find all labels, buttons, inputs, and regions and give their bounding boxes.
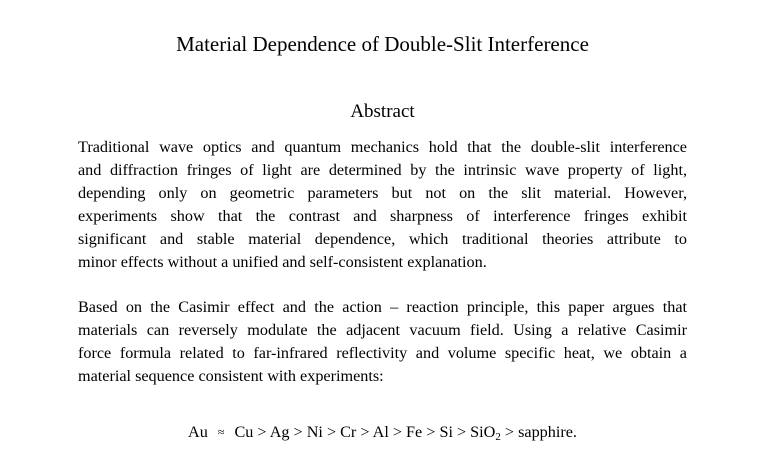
paragraph-line: Based on the Casimir effect and the action – reaction principle, this paper argues that [78, 298, 687, 316]
paragraph-line: depending only on geometric parameters but not on the slit material. However, [78, 184, 687, 203]
paper-title: Material Dependence of Double-Slit Interference [176, 32, 589, 56]
approx-symbol: ≈ [217, 425, 225, 439]
paragraph-line: experiments show that the contrast and sharpness of interference fringes exhibit [78, 207, 687, 226]
abstract-paragraph-1 [78, 136, 687, 275]
paragraph-line: materials can reversely modulate the adjacent vacuum field. Using a relative Casimir [78, 321, 687, 340]
paragraph-line: material sequence consistent with experiments: [78, 367, 384, 386]
paragraph-line: minor effects without a unified and self-consistent explanation. [78, 253, 487, 272]
sequence-middle: Cu > Ag > Ni > Cr > Al > Fe > Si > SiO [234, 423, 496, 441]
paragraph-line: force formula related to far-infrared reflectivity and volume specific heat, we obtain a [78, 344, 687, 363]
paragraph-line: Traditional wave optics and quantum mechanics hold that the double-slit interference [78, 138, 687, 156]
abstract-heading: Abstract [350, 101, 415, 122]
paragraph-line: and diffraction fringes of light are determined by the intrinsic wave property of light, [78, 161, 687, 180]
material-sequence [0, 420, 765, 444]
sequence-subscript: 2 [495, 431, 501, 443]
sequence-first: Au [188, 423, 208, 441]
paragraph-line: significant and stable material dependence, which traditional theories attribute to [78, 230, 687, 249]
sequence-end: > sapphire. [500, 423, 577, 441]
abstract-paragraph-2 [78, 296, 687, 388]
